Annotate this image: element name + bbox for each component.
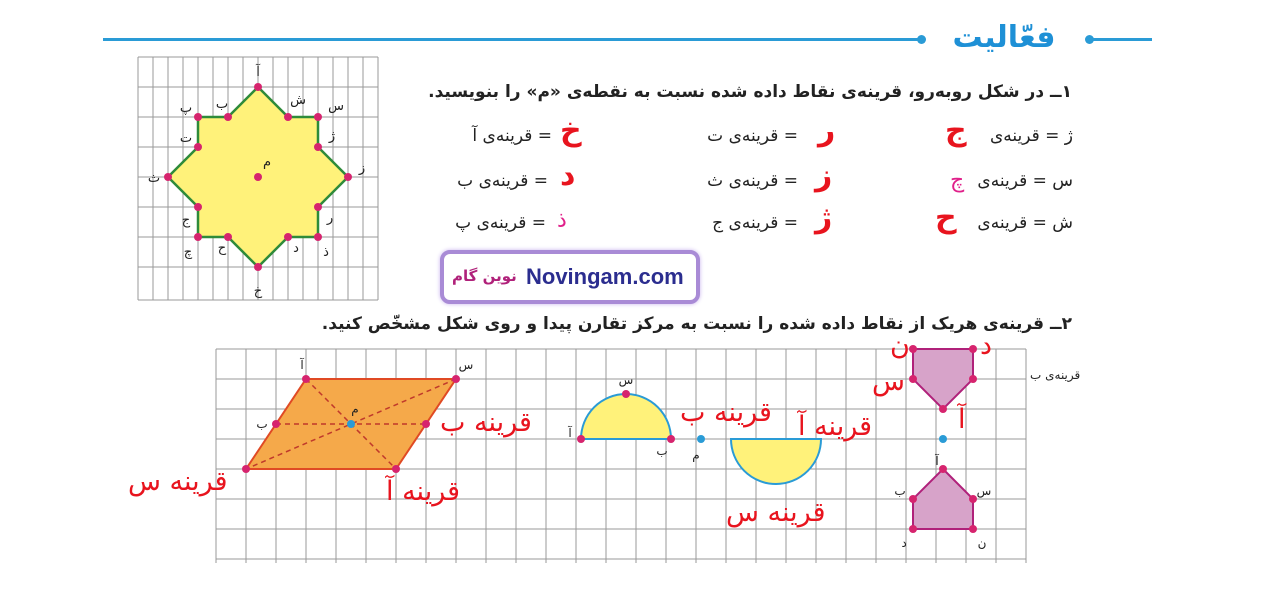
ans-pent-n: ن <box>890 330 910 361</box>
q1-r1-right-ans: خ <box>560 113 582 148</box>
page-title: فعّالیت <box>952 20 1056 55</box>
ans-semi-a: قرینه آ <box>798 411 873 442</box>
fig1-label-b: ب <box>215 97 229 112</box>
fig1-label-r: ر <box>326 211 334 226</box>
fig2-label-semi-s: س <box>618 373 634 387</box>
ans-pent-d: د <box>980 330 993 361</box>
fig2-label-semi-b: ب <box>656 444 668 458</box>
q1-text: ۱ــ در شکل روبه‌رو، قرینه‌ی نقاط داده شده نسبت به نقطه‌ی «م» را بنویسید. <box>428 82 1072 102</box>
ans-para-b: قرینه ب <box>440 407 532 438</box>
q1-r3-mid-ans: ژ <box>815 200 833 235</box>
q1-r2-mid-ans: ز <box>815 158 833 193</box>
fig2-label-semi-a: آ <box>568 426 572 440</box>
q1-r1-right-rhs: = قرینه‌ی آ <box>472 126 552 146</box>
q1-r2-left-ans: چ <box>950 168 965 193</box>
fig1-label-t: ت <box>179 131 193 146</box>
q1-r1-mid-rhs: = قرینه‌ی ت <box>707 126 798 146</box>
fig1-label-dh: ذ <box>323 245 329 260</box>
ans-pent-s: س <box>872 366 905 397</box>
fig2-label-para-a: آ <box>300 358 304 372</box>
fig1-label-j: ج <box>181 213 191 228</box>
pentagon-bottom <box>913 469 973 529</box>
fig2-label-para-m: م <box>351 402 359 416</box>
fig1-label-m: م <box>262 155 272 170</box>
parallelogram-center <box>347 420 355 428</box>
ans-pent-a: آ <box>958 404 966 435</box>
q1-r3-mid-rhs: = قرینه‌ی ج <box>712 213 798 233</box>
fig1-label-z: ز <box>358 161 366 176</box>
q1-r3-right-ans: ذ <box>557 208 567 233</box>
fig1-label-kh: خ <box>253 284 263 299</box>
fig2-label-pent-b: ب <box>894 484 906 498</box>
header-line-left <box>103 38 921 41</box>
ans-semi-s: قرینه س <box>726 497 826 528</box>
figure-star-grid <box>130 52 390 307</box>
fig1-label-p: پ <box>179 101 193 116</box>
semicircle-top <box>581 394 671 439</box>
fig2-label-pent-d: د <box>901 536 907 550</box>
q1-r2-mid-rhs: = قرینه‌ی ث <box>707 171 798 191</box>
fig2-label-pent-s: س <box>976 484 992 498</box>
header-dot-left <box>917 35 926 44</box>
ans-para-s: قرینه س <box>128 466 228 497</box>
fig2-label-para-s: س <box>458 358 474 372</box>
q1-r2-right-ans: د <box>560 158 576 193</box>
semicircle-center <box>697 435 705 443</box>
fig2-label-pent-n: ن <box>977 536 987 550</box>
q1-r1-left-ans: ج <box>945 113 967 148</box>
q1-r2-left-lhs: س = قرینه‌ی <box>977 171 1073 191</box>
q1-r3-left-lhs: ش = قرینه‌ی <box>977 213 1073 233</box>
fig1-label-zh: ژ <box>328 129 336 144</box>
fig1-label-d: د <box>293 241 299 256</box>
q1-r1-mid-ans: ر <box>818 113 836 148</box>
q1-r3-right-rhs: = قرینه‌ی پ <box>455 213 546 233</box>
q2-text: ۲ــ قرینه‌ی هریک از نقاط داده شده را نسبت به مرکز تقارن پیدا و روی شکل مشخّص کنید. <box>321 314 1072 334</box>
pentagon-top <box>913 349 973 409</box>
ans-semi-b: قرینه ب <box>680 397 772 428</box>
q1-r3-left-ans: ح <box>935 200 957 235</box>
fig2-label-para-b: ب <box>256 417 268 431</box>
pentagon-center <box>939 435 947 443</box>
fig1-label-s: س <box>328 99 344 114</box>
semicircle-bottom <box>731 439 821 484</box>
fig1-label-sh: ش <box>290 93 306 108</box>
fig1-label-ch: چ <box>183 245 193 260</box>
header-line-right <box>1092 38 1152 41</box>
q1-r1-left-lhs: ژ = قرینه‌ی <box>989 126 1073 146</box>
watermark-badge[interactable] <box>440 250 700 304</box>
fig1-label-top: آ <box>256 65 260 80</box>
fig1-label-th: ث <box>147 171 161 186</box>
fig1-label-h: ح <box>217 241 227 256</box>
ans-para-a: قرینه آ <box>386 476 461 507</box>
fig2-label-pent-a: آ <box>935 454 939 468</box>
watermark-fa: نوین گام <box>452 267 517 285</box>
watermark-brand: Novingam.com <box>526 264 684 289</box>
fig2-label-qarine-b: قرینه‌ی ب <box>1030 368 1081 382</box>
fig2-label-semi-m: م <box>692 448 700 462</box>
figure-symmetry-grid <box>210 345 1040 570</box>
q1-r2-right-rhs: = قرینه‌ی ب <box>457 171 548 191</box>
